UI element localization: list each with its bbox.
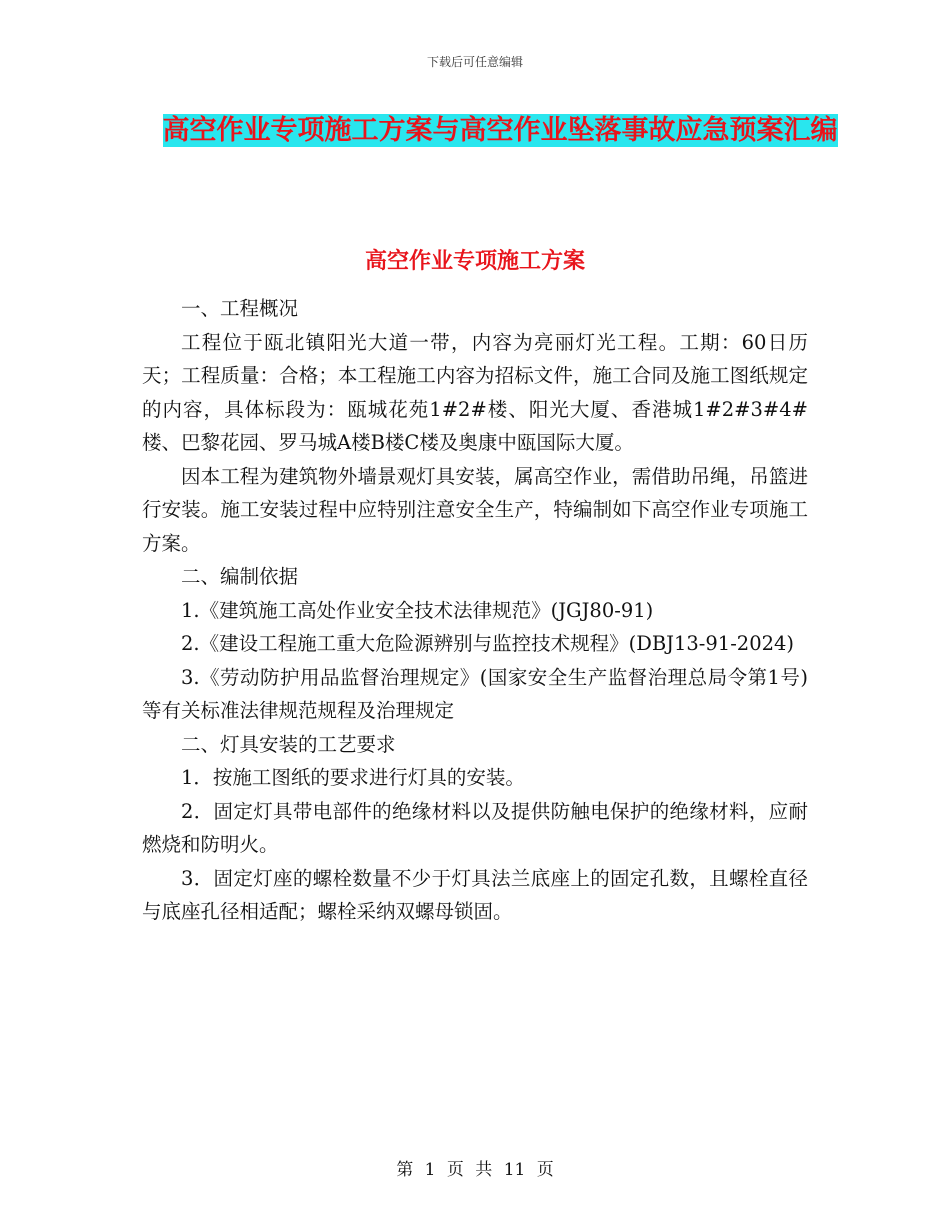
list-item-requirement-2: 2．固定灯具带电部件的绝缘材料以及提供防触电保护的绝缘材料，应耐燃烧和防明火。 (142, 799, 808, 856)
section-title: 高空作业专项施工方案 (364, 248, 585, 274)
list-item-requirement-3: 3．固定灯座的螺栓数量不少于灯具法兰底座上的固定孔数，且螺栓直径与底座孔径相适配；螺栓采纳双螺母锁固。 (142, 866, 808, 923)
heading-installation-requirements: 二、灯具安装的工艺要求 (181, 732, 396, 756)
document-main-title (142, 108, 858, 154)
document-body (142, 292, 808, 929)
list-item-basis-2: 2.《建设工程施工重大危险源辨别与监控技术规程》(DBJ13-91-2024) (181, 632, 795, 655)
main-title-highlight: 高空作业专项施工方案与高空作业坠落事故应急预案汇编 (162, 115, 838, 146)
page-header-note: 下载后可任意编辑 (426, 55, 523, 69)
heading-compilation-basis: 二、编制依据 (181, 565, 299, 588)
list-item-requirement-1: 1．按施工图纸的要求进行灯具的安装。 (181, 766, 525, 789)
heading-project-overview: 一、工程概况 (181, 297, 299, 320)
paragraph-project-overview: 工程位于瓯北镇阳光大道一带，内容为亮丽灯光工程。工期：60日历天；工程质量：合格；本工程施工内容为招标文件，施工合同及施工图纸规定的内容，具体标段为：瓯城花苑1#2#楼、阳光大厦、香港城1#2#3#4#楼、巴黎花园、罗马城A楼B楼C楼及奥康中瓯国际大厦。 (142, 330, 808, 454)
paragraph-high-altitude-work: 因本工程为建筑物外墙景观灯具安装，属高空作业，需借助吊绳，吊篮进行安装。施工安装过程中应特别注意安全生产，特编制如下高空作业专项施工方案。 (142, 464, 808, 555)
list-item-basis-3: 3.《劳动防护用品监督治理规定》(国家安全生产监督治理总局令第1号)等有关标准法律规范规程及治理规定 (142, 665, 808, 722)
list-item-basis-1: 1.《建筑施工高处作业安全技术法律规范》(JGJ80-91) (181, 598, 654, 622)
page-number-footer: 第 1 页 共 11 页 (396, 1160, 554, 1180)
